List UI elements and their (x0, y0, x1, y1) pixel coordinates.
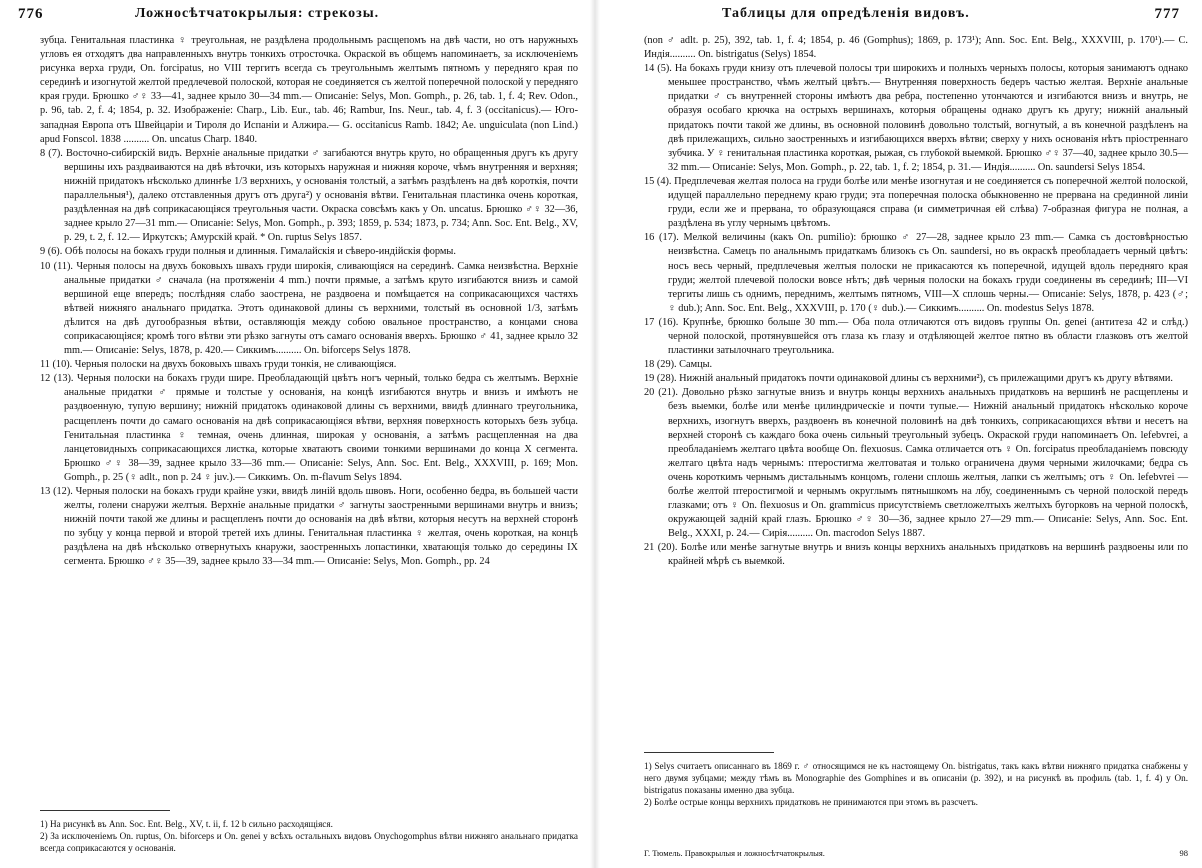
signature-text: Г. Тюмель. Правокрылыя и ложносѣтчатокрылыя. (644, 848, 825, 858)
key-entry: 16 (17). Мелкой величины (какъ On. pumilio): брюшко ♂ 27—28, заднее крыло 23 mm.— Самка съ достовѣрностью неизвѣстна. Самецъ по анальнымъ придаткамъ близокъ съ On. saundersi, но въ окраскѣ преобладаетъ черный цвѣтъ: носъ весь черный, предплечевыя желтыя полоски не прикасаются къ поперечной, идущей вдоль передняго края груди; желтой плечевой полоски вовсе нѣтъ; двѣ черныя полоски на бокахъ груди соединены въ серединѣ; III—VI тергиты лишь съ однимъ, переднимъ, желтымъ пятномъ, VIII—X сплошь черны.— Описаніе: Selys, 1878, p. 423 (♂; ♀ dub.); Ann. Soc. Ent. Belg., XXXVIII, p. 170 (♀ dub.).— Сиккимъ.......... On. modestus Selys 1878. (644, 232, 1188, 314)
page-header (602, 6, 1202, 26)
footnote: 1) Selys считаетъ описаннаго въ 1869 г. ♂ относящимся не къ настоящему On. bistrigatus, такъ какъ вѣтви нижняго придатка снабжены у него двумя зубцами; между тѣмъ въ Monographie des Gomphines и въ описаніи (p. 392), и на рисункѣ въ профиль (tab. 1, f. 4) у On. bistrigatus показаны именно два зубца. (644, 761, 1188, 795)
page-body (644, 34, 1188, 570)
running-title: Ложносѣтчатокрылыя: стрекозы. (135, 6, 380, 21)
key-entry: 9 (6). Обѣ полосы на бокахъ груди полныя и длинныя. Гималайскія и сѣверо-индійскія формы. (40, 246, 456, 258)
key-entry: 20 (21). Довольно рѣзко загнутые внизъ и внутрь концы верхнихъ анальныхъ придатковъ на вершинѣ не расщеплены и безъ выемки, болѣе или менѣе цилиндрическіе и почти тупые.— Нижній анальный придатокъ нѣсколько короче верхнихъ, изогнутъ вверхъ, раздвоенъ въ конечной половинѣ на двѣ тонкихъ, соприкасающихся вѣтви и несетъ на верхней сторонѣ съ каждаго бока очень сильный треугольный зубецъ. Окраской груди напоминаетъ On. lefebvrei, а преобладаніемъ желтаго цвѣта вообще On. flexuosus. Самка отличается отъ ♀ On. forcipatus преобладаніемъ повсюду желтаго цвѣта надъ чернымъ: птеростигма желтоватая и только ограничена двумя черными жилочками; бедра съ очень короткимъ чернымъ дистальнымъ концомъ, голени сплошь желтыя, лапки съ желтымъ; отъ ♀ On. lefebvrei — болѣе желтой птеростигмой и чернымъ округлымъ пятнышкомъ на лбу, соединеннымъ съ черной полоской передъ глазками; отъ ♀ On. flexuosus и On. grammicus присутствіемъ светложелтыхъ желтыхъ бугорковъ на черной полоскѣ, окружающей задній край глазъ. Брюшко ♂♀ 30—36, заднее крыло 27—29 mm.— Описаніе: Selys, Ann. Soc. Ent. Belg., XXXI, p. 24.— Сирія.......... On. macrodon Selys 1887. (644, 387, 1188, 540)
key-entry: 18 (29). Самцы. (644, 359, 713, 371)
footnote: 1) На рисункѣ въ Ann. Soc. Ent. Belg., XV, t. ii, f. 12 b сильно расходящіяся. (40, 819, 333, 829)
footnote-rule (40, 810, 170, 811)
signature-line (644, 848, 1188, 858)
book-gutter (590, 0, 600, 868)
key-entry: 14 (5). На бокахъ груди книзу отъ плечевой полосы три широкихъ и полныхъ черныхъ полосы, которыя занимаютъ однако меньшее пространство, чѣмъ желтый цвѣтъ.— Внутренняя поверхность бедеръ частью желтая. Верхніе анальные придатки ♂ съ внутренней стороны имѣютъ два ребра, постепенно утончаются и изгибаются внизъ и внутрь, не образуя особаго крючка на острыхъ вершинахъ, которыя обращены однако другъ къ другу; нижній анальный придатокъ почти такой же длины, въ основной половинѣ довольно толстый, вогнутый, а въ конечной раздѣленъ на двѣ прилежащихъ, сильно заостренныхъ и изгибающихся вверхъ вѣтви; сверху у нихъ основанія нѣтъ пріостреннаго зубчика. У ♀ генитальная пластинка короткая, рыжая, съ глубокой выемкой. Брюшко ♂♀ 37—40, заднее крыло 30.5—32 mm.— Описаніе: Selys, Mon. Gomph., p. 22, tab. 1, f. 2; 1854, p. 31.— Индія.......... On. saundersi Selys 1854. (644, 63, 1188, 173)
key-entry: 19 (28). Нижній анальный придатокъ почти одинаковой длины съ верхними²), съ прилежащими другъ къ другу вѣтвями. (644, 373, 1173, 385)
page-body (40, 34, 578, 570)
key-entry: 10 (11). Черныя полосы на двухъ боковыхъ швахъ груди широкія, сливающіяся на серединѣ. Самка неизвѣстна. Верхніе анальные придатки ♂ сначала (на протяженіи 4 mm.) почти прямые, а затѣмъ круто изгибаются внизъ и самой вершиной еще впередъ; послѣдняя слабо заострена, не раздвоена и помѣщается на соприкасающихся частяхъ вѣтвей нижняго анальнаго придатка. Этотъ одинаковой длины съ верхними, толстый въ основной 1/3, затѣмъ дѣлится на двѣ дугообразныя вѣтви, оставляющія между собою овальное пространство, а концами снова соприкасающіяся; кромѣ того вѣтви эти рѣзко загнуты отъ самаго основанія вверхъ. Брюшко ♂ 41, заднее крыло 32 mm.— Описаніе: Selys, 1878, p. 420.— Сиккимъ.......... On. biforceps Selys 1878. (40, 260, 578, 357)
page-number: 777 (1154, 6, 1180, 22)
left-page (0, 0, 588, 868)
footnotes (40, 818, 578, 854)
right-page (602, 0, 1202, 868)
footnotes (644, 760, 1188, 808)
running-title: Таблицы для опредѣленія видовъ. (722, 6, 970, 21)
key-entry: 21 (20). Болѣе или менѣе загнутые внутрь и внизъ концы верхнихъ анальныхъ придатковъ на вершинѣ раздвоены или по крайней мѣрѣ съ выемкой. (644, 542, 1188, 568)
key-entry: 11 (10). Черныя полоски на двухъ боковыхъ швахъ груди тонкія, не сливающіяся. (40, 359, 397, 371)
footnote: 2) Болѣе острые концы верхнихъ придатковъ не принимаются при этомъ въ разсчетъ. (644, 797, 978, 807)
key-entry: 13 (12). Черныя полоски на бокахъ груди крайне узки, ввидѣ линій вдоль швовъ. Ноги, особенно бедра, въ большей части желты, голени снаружи желтыя. Верхніе анальные придатки ♂ загнуты заостренными вершинами внутрь и внизъ; нижній почти такой же длины и расщепленъ почти до основанія на двѣ вѣтви, которыя несутъ на верхней сторонѣ по зубцу у конца первой и второй третей ихъ длины. Генитальная пластинка ♀ желтая, очень короткая, на концѣ раздѣлена на двѣ нѣсколько отвернутыхъ кнаружи, заостренныхъ лопастинки, хватающія только до середины IX сегмента. Брюшко ♂♀ 35—39, заднее крыло 33—34 mm.— Описаніе: Selys, Mon. Gomph., pp. 24 (40, 486, 578, 568)
page-number: 776 (18, 6, 44, 22)
key-entry: 12 (13). Черныя полоски на бокахъ груди шире. Преобладающій цвѣтъ ногъ черный, только бедра съ желтымъ. Верхніе анальные придатки ♂ прямые и толстые у основанія, на концѣ изгибаются внутрь и внизъ и имѣютъ не раздвоенную, тупую вершину; нижній придатокъ одинаковой длины съ верхними, ввидѣ длиннаго треугольника, расщепленъ почти до самаго основанія на двѣ соприкасающіяся вѣтви, верхняя поверхность которыхъ безъ зубца. Генитальная пластинка ♀ темная, очень длинная, широкая у основанія, а затѣмъ расщепленная на два ланцетовидныхъ соприкасающихся листка, которые хватаютъ своими тонкими вершинами до конца X сегмента. Брюшко ♂♀ 38—39, заднее крыло 33—36 mm.— Описаніе: Selys, Ann. Soc. Ent. Belg., XXXVIII, p. 169; Mon. Gomph., p. 25 (♀ adlt., non p. 24 ♀ juv.).— Сиккимъ. On. m-flavum Selys 1894. (40, 373, 578, 483)
key-entry: 17 (16). Крупнѣе, брюшко больше 30 mm.— Оба пола отличаются отъ видовъ группы On. genei (антитеза 42 и слѣд.) черной полоской, протянувшейся отъ глаза къ глазу и отдѣляющей желтое пятно въ области глазковъ отъ желтой пластинки затылочнаго треугольника. (644, 316, 1188, 357)
paragraph: (non ♂ adlt. p. 25), 392, tab. 1, f. 4; 1854, p. 46 (Gomphus); 1869, p. 173¹); Ann. Soc. Ent. Belg., XXXVIII, p. 170¹).— С. Индія.......... On. bistrigatus (Selys) 1854. (644, 35, 1188, 61)
footnote: 2) За исключеніемъ On. ruptus, On. biforceps и On. genei у всѣхъ остальныхъ видовъ Onychogomphus вѣтви нижняго анальнаго придатка всегда соприкасаются у основанія. (40, 831, 578, 853)
page-header (0, 6, 588, 26)
key-entry: 15 (4). Предплечевая желтая полоса на груди болѣе или менѣе изогнутая и не соединяется съ поперечной желтой полоской, идущей параллельно переднему краю груди; эта поперечная полоска обыкновенно не прервана на срединной линіи груди, если же и прервана, то образующаяся справа (и симметричная ей слѣва) 7-образная фигура не полная, а раздѣлена въ углу чернымъ цвѣтомъ. (644, 175, 1188, 230)
footnote-rule (644, 752, 774, 753)
signature-number: 98 (1179, 848, 1188, 858)
paragraph: зубца. Генитальная пластинка ♀ треугольная, не раздѣлена продольнымъ расщепомъ на двѣ части, но отъ наружныхъ угловъ ея отходятъ два направленныхъ внутрь тонкихъ отросточка. Окраской въ общемъ напоминаетъ, за исключеніемъ рисунка верха груди, On. forcipatus, но VIII тергитъ всегда съ треугольнымъ желтымъ пятномъ у передняго края по серединѣ и изогнутой желтой предлечевой полоской, которая не соединяется съ желтой поперечной полоской у передняго края груди. Брюшко ♂♀ 33—41, заднее крыло 30—34 mm.— Описаніе: Selys, Mon. Gomph., p. 26, tab. 1, f. 4; Rev. Odon., p. 96, tab. 2, f. 4; 1854, p. 32. Изображеніе: Charp., Lib. Eur., tab. 46; Rambur, Ins. Neur., tab. 4, f. 3 (occitanicus).— Юго-западная Европа отъ Швейцаріи и Тироля до Испаніи и Алжира.— G. occitanicus Ramb. 1842; Ae. unguiculata (non Lind.) apud Fonscol. 1838 .......... On. uncatus Charp. 1840. (40, 35, 578, 145)
key-entry: 8 (7). Восточно-сибирскій видъ. Верхніе анальные придатки ♂ загибаются внутрь круто, но обращенныя другъ къ другу вершины ихъ раздваиваются на двѣ вѣточки, изъ которыхъ наружная и нижняя короче, чѣмъ внутренняя и верхняя; нижній придатокъ нѣсколько длиннѣе 1/3 верхнихъ, у основанія толстый, а затѣмъ раздѣленъ на двѣ короткія, почти параллельныя¹), далеко отставленныя другъ отъ друга²) у основанія вѣтви. Генитальная пластинка очень короткая, раздѣленная на двѣ соприкасающіяся треугольныя части. Окраска совсѣмъ какъ у On. uncatus. Брюшко ♂♀ 32—36, заднее крыло 27—31 mm.— Описаніе: Selys, Mon. Gomph., p. 393; 1859, p. 534; 1873, p. 734; Ann. Soc. Ent. Belg., XV, p. 29, t. 2, f. 12.— Иркутскъ; Амурскій край. * On. ruptus Selys 1857. (40, 147, 578, 244)
